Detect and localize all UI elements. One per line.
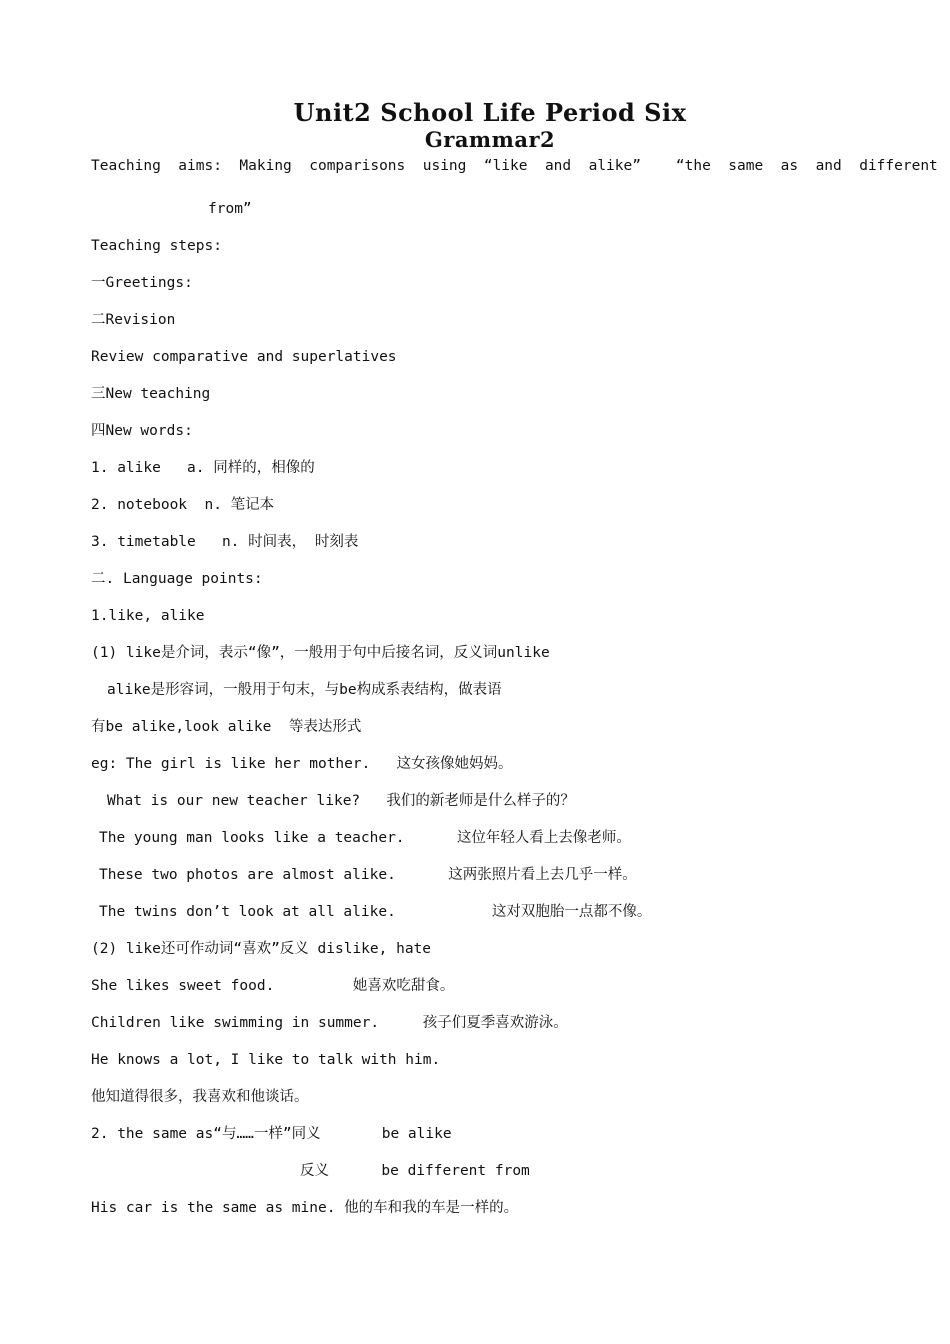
teaching-steps-heading: Teaching steps: [91,238,222,254]
example-line: The twins don’t look at all alike. 这对双胞胎一点都不像。 [99,904,652,920]
document-subtitle: Grammar2 [424,127,556,152]
point-heading: 1.like, alike [91,608,205,624]
example-line: These two photos are almost alike. 这两张照片看上去几乎一样。 [99,867,637,883]
explanation-line: (2) like还可作动词“喜欢”反义 dislike, hate [91,941,432,957]
explanation-line: 有be alike,look alike 等表达形式 [91,719,362,735]
teaching-aims-continuation: from” [208,201,252,217]
antonym-line: 反义 be different from [300,1163,530,1179]
word-item: 2. notebook n. 笔记本 [91,497,275,513]
section-revision: 二Revision [91,312,176,328]
example-line: Children like swimming in summer. 孩子们夏季喜欢游泳。 [91,1015,568,1031]
example-line: He knows a lot, I like to talk with him. [91,1052,441,1068]
section-new-words: 四New words: [91,423,193,439]
section-new-teaching: 三New teaching [91,386,211,402]
word-item: 3. timetable n. 时间表， 时刻表 [91,534,359,550]
example-line: eg: The girl is like her mother. 这女孩像她妈妈。 [91,756,513,772]
document-title: Unit2 School Life Period Six [293,98,687,127]
section-greetings: 一Greetings: [91,275,193,291]
revision-text: Review comparative and superlatives [91,349,397,365]
point-heading: 2. the same as“与……一样”同义 be alike [91,1126,452,1142]
section-language-points: 二. Language points: [91,571,263,587]
example-translation: 他知道得很多，我喜欢和他谈话。 [91,1089,309,1105]
word-item: 1. alike a. 同样的，相像的 [91,460,315,476]
teaching-aims-line: Teaching aims: Making comparisons using “like and alike” “the same as and different [91,158,938,174]
example-line: She likes sweet food. 她喜欢吃甜食。 [91,978,455,994]
explanation-line: (1) like是介词，表示“像”，一般用于句中后接名词，反义词unlike [91,645,550,661]
example-line: His car is the same as mine. 他的车和我的车是一样的。 [91,1200,519,1216]
example-line: What is our new teacher like? 我们的新老师是什么样子的？ [107,793,575,809]
explanation-line: alike是形容词，一般用于句末，与be构成系表结构，做表语 [107,682,502,698]
example-line: The young man looks like a teacher. 这位年轻人看上去像老师。 [99,830,631,846]
